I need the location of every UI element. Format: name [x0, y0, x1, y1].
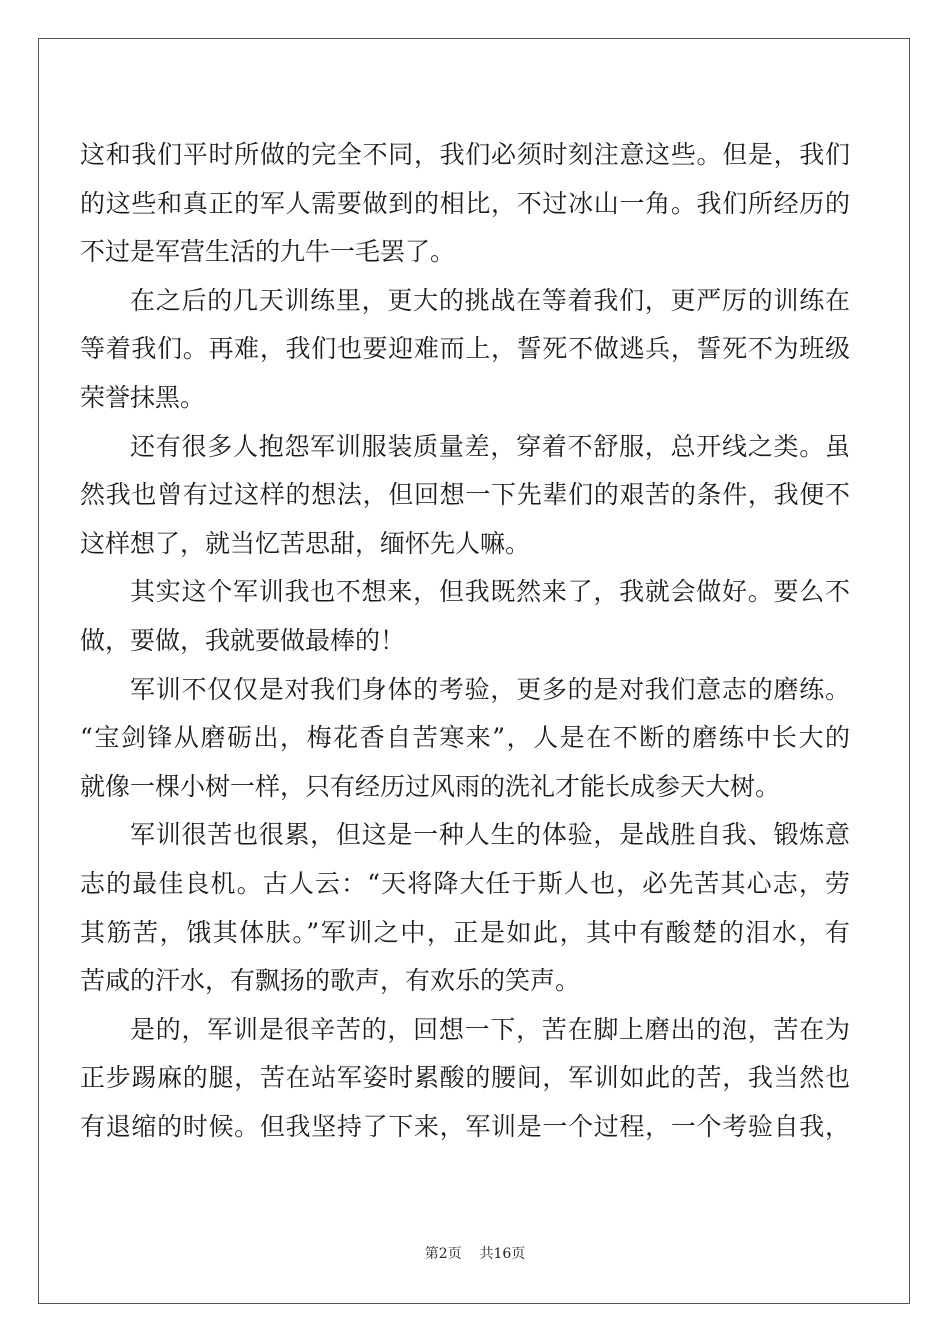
text-line: 做，要做，我就要做最棒的！ [80, 625, 406, 655]
text-line: 这样想了，就当忆苦思甜，缅怀先人嘛。 [80, 528, 531, 558]
text-line: “宝剑锋从磨砺出，梅花香自苦寒来”，人是在不断的磨练中长大的 [80, 723, 850, 753]
text-line: 有退缩的时候。但我坚持了下来，军训是一个过程，一个考验自我， [80, 1111, 850, 1141]
text-line: 等着我们。再难，我们也要迎难而上，誓死不做逃兵，誓死不为班级 [80, 334, 850, 364]
text-line: 然我也曾有过这样的想法，但回想一下先辈们的艰苦的条件，我便不 [80, 480, 850, 510]
text-line: 军训很苦也很累，但这是一种人生的体验，是战胜自我、锻炼意 [130, 820, 850, 850]
document-body [80, 131, 850, 1151]
text-line: 苦咸的汗水，有飘扬的歌声，有欢乐的笑声。 [80, 966, 581, 996]
text-line: 还有很多人抱怨军训服装质量差，穿着不舒服，总开线之类。虽 [130, 431, 850, 461]
text-line: 就像一棵小树一样，只有经历过风雨的洗礼才能长成参天大树。 [80, 771, 781, 801]
text-line: 军训不仅仅是对我们身体的考验，更多的是对我们意志的磨练。 [130, 674, 850, 704]
text-line: 志的最佳良机。古人云：“天将降大任于斯人也，必先苦其心志，劳 [80, 868, 850, 898]
text-line: 其筋苦，饿其体肤。”军训之中，正是如此，其中有酸楚的泪水，有 [80, 917, 850, 947]
text-line: 荣誉抹黑。 [80, 382, 206, 412]
text-line: 的这些和真正的军人需要做到的相比，不过冰山一角。我们所经历的 [80, 188, 850, 218]
text-line: 是的，军训是很辛苦的，回想一下，苦在脚上磨出的泡，苦在为 [130, 1014, 850, 1044]
text-line: 这和我们平时所做的完全不同，我们必须时刻注意这些。但是，我们 [80, 140, 850, 169]
text-line: 不过是军营生活的九牛一毛罢了。 [80, 237, 456, 267]
text-line: 正步踢麻的腿，苦在站军姿时累酸的腰间，军训如此的苦，我当然也 [80, 1063, 850, 1093]
page-footer: 第2页 共16页 [424, 1246, 526, 1262]
text-line: 其实这个军训我也不想来，但我既然来了，我就会做好。要么不 [130, 577, 850, 607]
text-line: 在之后的几天训练里，更大的挑战在等着我们，更严厉的训练在 [130, 285, 850, 315]
